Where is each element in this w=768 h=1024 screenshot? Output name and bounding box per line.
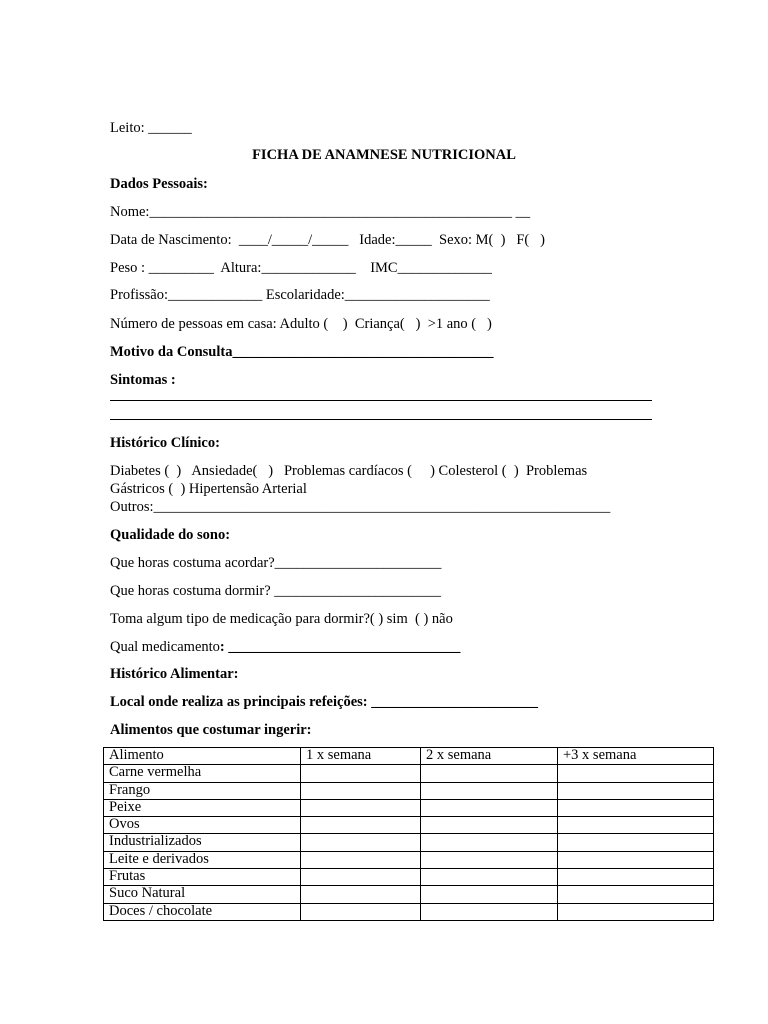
frequency-cell	[558, 834, 714, 851]
food-name: Frango	[104, 782, 301, 799]
table-header-row	[104, 748, 714, 765]
food-name: Peixe	[104, 799, 301, 816]
frequency-cell	[301, 765, 421, 782]
frequency-cell	[421, 782, 558, 799]
frequency-cell	[558, 799, 714, 816]
nascimento-field: Data de Nascimento: ____/_____/_____ Idade:_____ Sexo: M( ) F( )	[110, 232, 545, 248]
frequency-cell	[301, 782, 421, 799]
frequency-cell	[421, 886, 558, 903]
frequency-cell	[421, 869, 558, 886]
peso-field: Peso : _________ Altura:_____________ IMC_____________	[110, 260, 492, 276]
profissao-field: Profissão:_____________ Escolaridade:____________________	[110, 287, 490, 303]
frequency-cell	[301, 851, 421, 868]
column-header: 2 x semana	[421, 748, 558, 765]
historico-clinico-line: Diabetes ( ) Ansiedade( ) Problemas cardíacos ( ) Colesterol ( ) Problemas	[110, 463, 588, 479]
historico-clinico-line: Gástricos ( ) Hipertensão Arterial	[110, 481, 307, 497]
sono-heading: Qualidade do sono:	[110, 527, 231, 543]
table-row	[104, 851, 714, 868]
frequency-cell	[558, 869, 714, 886]
food-name: Suco Natural	[104, 886, 301, 903]
table-row	[104, 765, 714, 782]
table-row	[104, 817, 714, 834]
leito-field: Leito: ______	[110, 120, 192, 136]
sintomas-heading: Sintomas :	[110, 372, 176, 388]
sintomas-rule	[110, 419, 652, 420]
food-name: Leite e derivados	[104, 851, 301, 868]
sintomas-rule	[110, 400, 652, 401]
frequency-cell	[301, 817, 421, 834]
column-header: +3 x semana	[558, 748, 714, 765]
medicamento-label: Qual medicamento	[110, 639, 220, 655]
frequency-cell	[421, 903, 558, 920]
frequency-cell	[301, 834, 421, 851]
acordar-field: Que horas costuma acordar?_______________________	[110, 555, 442, 571]
frequency-cell	[301, 886, 421, 903]
table-row	[104, 903, 714, 920]
frequency-cell	[558, 886, 714, 903]
frequency-cell	[558, 851, 714, 868]
frequency-cell	[421, 765, 558, 782]
food-name: Industrializados	[104, 834, 301, 851]
dormir-field: Que horas costuma dormir? _______________________	[110, 583, 442, 599]
motivo-field: Motivo da Consulta____________________________________	[110, 344, 494, 360]
frequency-cell	[558, 903, 714, 920]
column-header: Alimento	[104, 748, 301, 765]
frequency-cell	[558, 782, 714, 799]
table-row	[104, 886, 714, 903]
food-name: Ovos	[104, 817, 301, 834]
frequency-cell	[421, 851, 558, 868]
table-row	[104, 869, 714, 886]
medicacao-field: Toma algum tipo de medicação para dormir?( ) sim ( ) não	[110, 611, 453, 627]
frequency-cell	[421, 834, 558, 851]
frequency-cell	[301, 903, 421, 920]
food-name: Carne vermelha	[104, 765, 301, 782]
medicamento-field	[110, 638, 460, 656]
form-title: FICHA DE ANAMNESE NUTRICIONAL	[252, 147, 516, 163]
dados-pessoais-heading: Dados Pessoais:	[110, 176, 208, 192]
medicamento-blank: : ________________________________	[219, 639, 461, 655]
frequency-cell	[301, 799, 421, 816]
food-frequency-table	[103, 747, 714, 921]
nome-field: Nome:__________________________________________________ __	[110, 204, 531, 220]
historico-clinico-heading: Histórico Clínico:	[110, 435, 220, 451]
food-name: Frutas	[104, 869, 301, 886]
historico-alimentar-heading: Histórico Alimentar:	[110, 666, 239, 682]
column-header: 1 x semana	[301, 748, 421, 765]
local-refeicoes-field: Local onde realiza as principais refeições: _______________________	[110, 694, 538, 710]
table-row	[104, 799, 714, 816]
food-name: Doces / chocolate	[104, 903, 301, 920]
pessoas-field: Número de pessoas em casa: Adulto ( ) Criança( ) >1 ano ( )	[110, 316, 492, 332]
table-row	[104, 782, 714, 799]
frequency-cell	[421, 799, 558, 816]
table-row	[104, 834, 714, 851]
frequency-cell	[301, 869, 421, 886]
frequency-cell	[558, 765, 714, 782]
frequency-cell	[558, 817, 714, 834]
frequency-cell	[421, 817, 558, 834]
outros-field: Outros:_______________________________________________________________	[110, 499, 611, 515]
alimentos-heading: Alimentos que costumar ingerir:	[110, 722, 312, 738]
